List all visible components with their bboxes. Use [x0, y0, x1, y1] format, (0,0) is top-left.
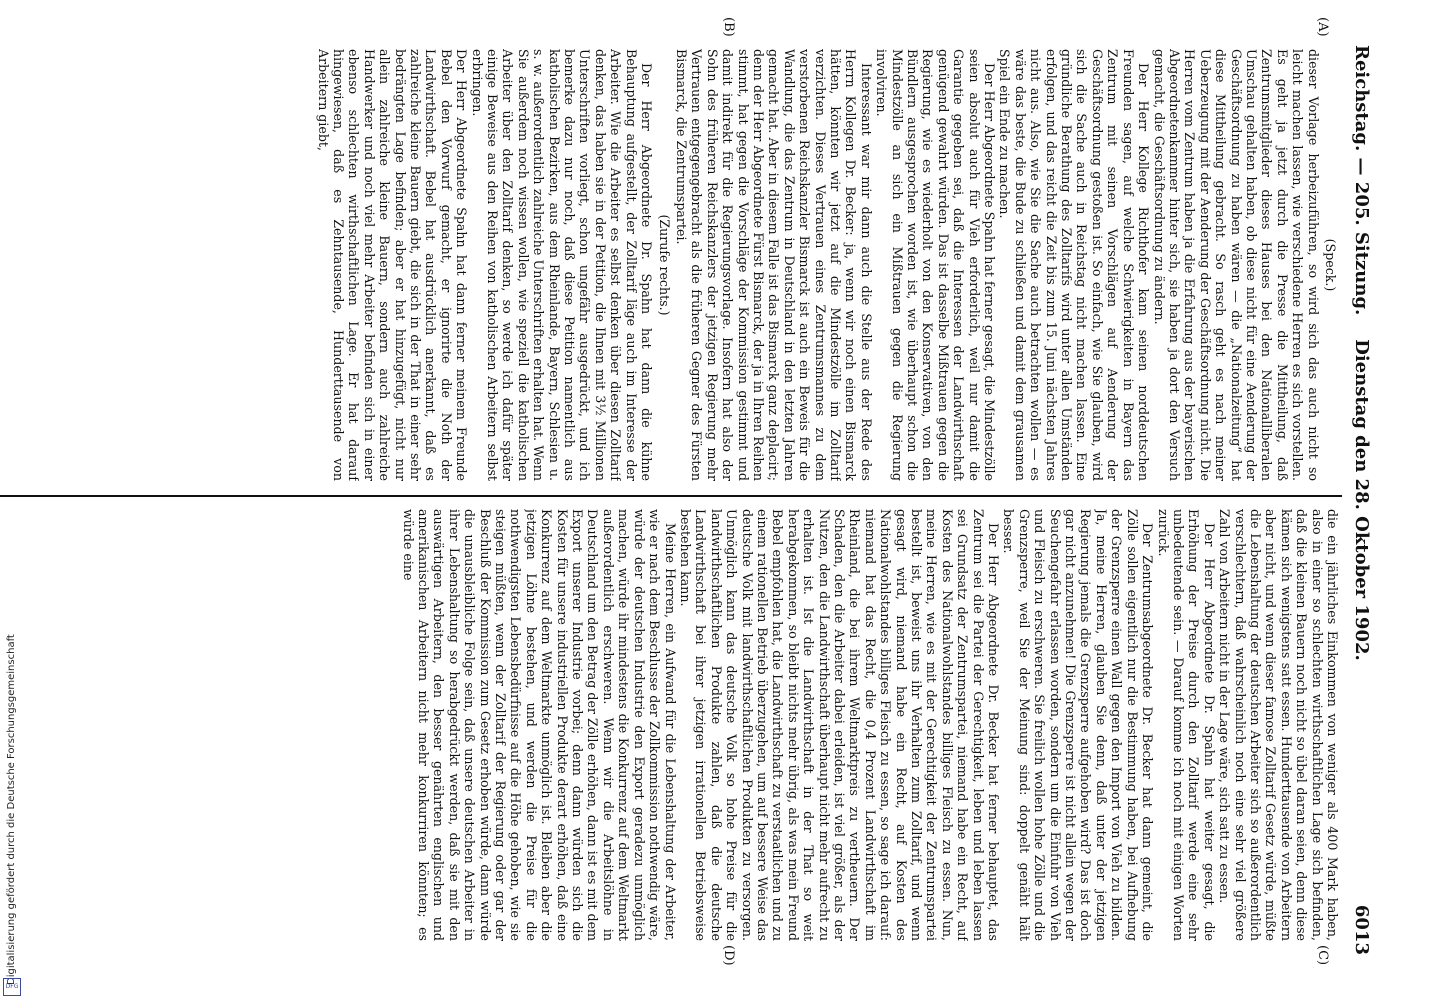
running-head [1346, 45, 1376, 955]
left-column [0, 49, 1340, 481]
dfg-logo-icon: DFG [3, 978, 21, 996]
paragraph: Meine Herren, ein Aufwand für die Lebenshaltung der Arbeiter, wie er nach dem Beschlusse der Zollkommission nothwendig wäre, würde der deutschen Industrie den Export geradezu unmöglich machen, würde ihr mindestens die Konkurrenz auf dem Weltmarkt außerordentlich erschweren. Wenn wir die Arbeitslöhne in Deutschland um den Betrag der Zölle erhöhen, dann ist es mit dem Export unserer Industrie vorbei; denn dann würden sich die Kosten für unsere industriellen Produkte derart erhöhen, daß eine Konkurrenz auf dem Weltmarkte unmöglich ist. Bleiben aber die jetzigen Löhne bestehen, und werden die Preise für die nothwendigsten Lebensbedürfnisse auf die Höhe gehoben, wie sie steigen müßten, wenn der Zolltarif der Regierung oder gar der Beschluß der Kommission zum Gesetz erhoben würde, dann würde die unausbleibliche Folge sein, daß unsere deutschen Arbeiter in ihrer Lebenshaltung so herabgedrückt werden, daß sie mit den auswärtigen Arbeitern, den besser genährten englischen und amerikanischen Arbeitern nicht mehr konkurriren könnten; es würde eine [400, 509, 678, 941]
paragraph: dieser Vorlage herbeizuführen, so wird sich das auch nicht so leicht machen lassen, wie verschiedene Herren es sich vorstellen. Es geht ja jetzt durch die Presse die Mittheilung, daß Zentrumsmitglieder dieses Hauses bei den Nationalliberalen Umschau gehalten haben, ob diese nicht für eine Aenderung der Geschäftsordnung zu haben wären — die „Nationalzeitung“ hat diese Mittheilung gebracht. So rasch geht es nach meiner Ueberzeugung mit der Aenderung der Geschäftsordnung nicht. Die Herren vom Zentrum haben ja die Erfahrung aus der bayerischen Abgeordnetenkammer hinter sich, sie haben ja dort den Versuch gemacht, die Geschäftsordnung zu ändern. [1151, 49, 1321, 481]
right-column [0, 509, 1340, 941]
margin-marker-b: (B) [721, 17, 736, 37]
column-divider [0, 495, 1342, 497]
paragraph: Interessant war mir dann auch die Stelle aus der Rede des Herrn Kollegen Dr. Becker: ja, wenn wir noch einen Bismarck hätten, könnten wir jetzt auf die Mindestzölle im Zolltarif verzichten. Dieses Vertrauen eines Zentrumsmannes zu dem verstorbenen Reichskanzler Bismarck ist auch ein Beweis für die Wandlung, die das Zentrum in Deutschland in den letzten Jahren gemacht hat. Aber in diesem Falle ist das Bismarck ganz deplacirt; denn der Herr Abgeordnete Fürst Bismarck, der ja in Ihren Reihen stimmt, hat gegen die Vorschläge der Kommission gestimmt und damit indirekt für die Regierungsvorlage. Insofern hat also der Sohn des früheren Reichskanzlers der jetzigen Regierung mehr Vertrauen entgegengebracht als die früheren Gegner des Fürsten Bismarck, die Zentrumspartei. [673, 49, 874, 481]
margin-marker-c: (C) [1315, 945, 1330, 966]
margin-marker-a: (A) [1315, 17, 1330, 37]
paragraph: Der Herr Kollege Richthofer kam seinen norddeutschen Freunden sagen, auf welche Schwierigkeiten in Bayern das Zentrum mit seinen Vorschlägen auf Aenderung der Geschäftsordnung gestoßen ist. So einfach, wie Sie glauben, wird sich die Sache auch in Reichstag nicht machen lassen. Eine gründliche Berathung des Zolltarifs wird unter allen Umständen erfolgen, und das reicht die Zeit bis zum 15. Juni nächsten Jahres nicht aus. Also, wie Sie die Sache auch betrachten wollen — es wäre das beste, die Bude zu schließen und damit dem grausamen Spiel ein Ende zu machen. [997, 49, 1152, 481]
paragraph: Der Herr Abgeordnete Dr. Spahn hat weiter gesagt, die Erhöhung der Preise durch den Zolltarif werde eine sehr unbedeutende sein. — Darauf komme ich noch mit einigen Worten zurück. [1155, 509, 1217, 941]
paragraph: (Zurufe rechts.) [656, 214, 672, 316]
paragraph: Der Herr Abgeordnete Spahn hat ferner gesagt, die Mindestzölle seien absolut auch für Vieh erforderlich, weil nur damit die Garantie gegeben sei, daß die Interessen der Landwirthschaft genügend gewahrt würden. Das ist dasselbe Mißtrauen gegen die Regierung, wie es wiederholt von den Konservativen, von den Bündlern ausgesprochen worden ist, wie überhaupt schon die Mindestzölle an sich ein Mißtrauen gegen die Regierung involviren. [874, 49, 998, 481]
digitization-credit [2, 596, 24, 996]
paragraph: Der Herr Abgeordnete Dr. Spahn hat dann die kühne Behauptung aufgestellt, der Zolltarif läge auch im Interesse der Arbeiter. Wie die Arbeiter es selbst denken über diesen Zolltarif denken, das haben sie in der Petition, die Ihnen mit 3½ Millionen Unterschriften vorliegt, schon ungefähr ausgedrückt, und ich bemerke dazu nur noch, daß diese Petition namentlich aus katholischen Bezirken, aus dem Rheinlande, Bayern, Schlesien u. s. w. außerordentlich zahlreiche Unterschriften erhalten hat. Wenn Sie außerdem noch wissen wollen, wie speziell die katholischen Arbeiter über den Zolltarif denken, so werde ich dafür später einige Beweise aus den Reihen von katholischen Arbeitern selbst erbringen. [469, 49, 655, 481]
scanned-page [0, 5, 1390, 985]
paragraph: (Speck.) [1323, 238, 1338, 292]
paragraph: Der Zentrumsabgeordnete Dr. Becker hat dann gemeint, die Zölle sollen eigentlich nur die Bestimmung haben, bei Aufhebung der Grenzsperre einen Wall gegen den Import von Vieh zu bilden. Ja, meine Herren, glauben Sie denn, daß unter der jetzigen Regierung jemals die Grenzsperre aufgehoben wird? Das ist doch gar nicht anzunehmen! Die Grenzsperre ist nicht allein wegen der Seuchengefahr erlassen worden, sondern um die Einfuhr von Vieh und Fleisch zu erschweren. Sie freilich wollen hohe Zölle und die Grenzsperre, weil Sie der Meinung sind: doppelt genäht hält besser. [1001, 509, 1156, 941]
margin-marker-d: (D) [721, 945, 736, 966]
header-date: Dienstag den 28. Oktober 1902. [1351, 339, 1372, 661]
page-number: 6013 [1351, 904, 1372, 955]
header-left: Reichstag. — 205. Sitzung. [1351, 45, 1372, 316]
paragraph: die ein jährliches Einkommen von weniger als 400 Mark haben, also in einer so schlechten wirthschaftlichen Lage sich befinden, daß die kleinen Bauern noch nicht so übel daran seien, denn diese kämen sich wenigstens satt essen. Hunderttausende von Arbeitern aber nicht, und wenn dieser famose Zolltarif Gesetz würde, müßte die Lebenshaltung der deutschen Arbeiter sich so außerordentlich verschlechtern, daß wahrscheinlich noch eine sehr viel größere Zahl von Arbeitern nicht in der Lage wäre, sich satt zu essen. [1217, 509, 1340, 941]
credit-text: Digitalisierung gefördert durch die Deutsche Forschungsgemeinschaft [6, 634, 17, 985]
paragraph: Der Herr Abgeordnete Dr. Becker hat ferner behauptet, das Zentrum sei die Partei der Gerechtigkeit, leben und leben lassen sei Grundsatz der Zentrumspartei, niemand habe ein Recht, auf Kosten des Nationalwohlstandes billiges Fleisch zu essen. Nun, meine Herren, wie es mit der Gerechtigkeit der Zentrumspartei bestellt ist, beweist uns ihr Verhalten zum Zolltarif, und wenn gesagt wird, niemand habe ein Recht, auf Kosten des Nationalwohlstandes billiges Fleisch zu essen, so sage ich darauf: niemand hat das Recht, die 0,4 Prozent Landwirthschaft im Rheinland, die bei ihrem Weltmarktpreis zu vertheuern. Der Schaden, den die Arbeiter dabei erleiden, ist viel größer, als der Nutzen, den die Landwirthschaft überhaupt nicht mehr aufrecht zu erhalten ist. Ist die Landwirthschaft in der That so weit herabgekommen, so bleibt nichts mehr übrig, als was mein Freund Bebel empfohlen hat, die Landwirthschaft zu verstaatlichen und zu einem rationellen Betrieb überzugehen, um auf bessere Weise das deutsche Volk mit landwirthschaftlichen Produkten zu versorgen. Unmöglich kann das deutsche Volk so hohe Preise für die landwirthschaftlichen Produkte zahlen, daß die deutsche Landwirthschaft bei ihrer jetzigen irrationellen Betriebsweise bestehen kann. [677, 509, 1002, 941]
paragraph: Der Herr Abgeordnete Spahn hat dann ferner meinem Freunde Bebel den Vorwurf gemacht, er ignorirte die Noth der Landwirthschaft. Bebel hat ausdrücklich anerkannt, daß es zahlreiche kleine Bauern giebt, die sich in der That in einer sehr bedrängten Lage befinden; aber er hat hinzugefügt, nicht nur allein zahlreiche kleine Bauern, sondern auch zahlreiche Handwerker und noch viel mehr Arbeiter befinden sich in einer ebenso schlechten wirthschaftlichen Lage. Er hat darauf hingewiesen, daß es Zehntausende, Hunderttausende von Arbeitern giebt, [315, 49, 470, 481]
